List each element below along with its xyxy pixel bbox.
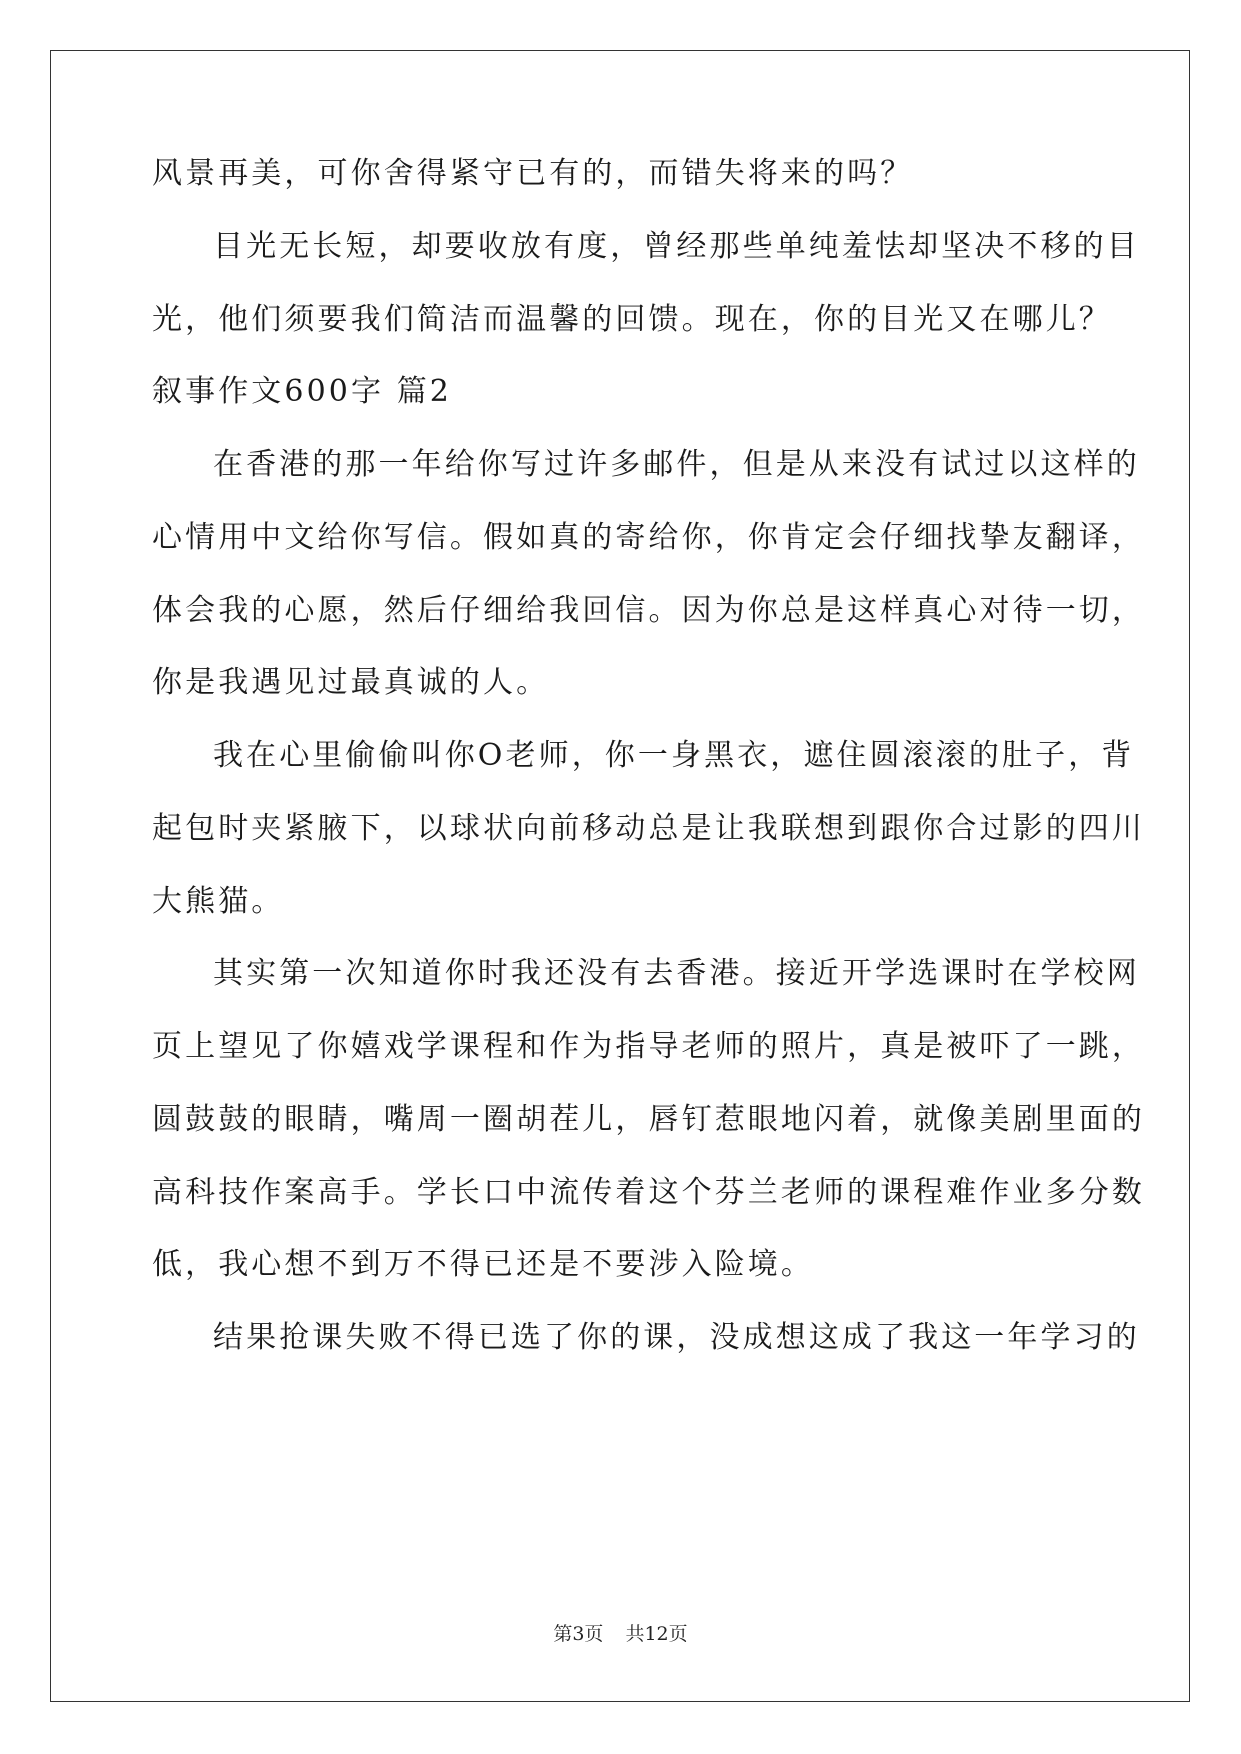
page-footer xyxy=(0,1622,1241,1646)
paragraph-start-line: 目光无长短，却要收放有度，曾经那些单纯羞怯却坚决不移的目 xyxy=(213,229,1140,264)
text-line: 页上望见了你嬉戏学课程和作为指导老师的照片，真是被吓了一跳， xyxy=(152,1029,1145,1064)
text-line: 风景再美，可你舍得紧守已有的，而错失将来的吗？ xyxy=(152,156,914,191)
text-line: 你是我遇见过最真诚的人。 xyxy=(152,665,550,700)
text-line: 大熊猫。 xyxy=(152,884,285,919)
text-line: 心情用中文给你写信。假如真的寄给你，你肯定会仔细找挚友翻译， xyxy=(152,520,1145,555)
text-line: 低，我心想不到万不得已还是不要涉入险境。 xyxy=(152,1247,814,1282)
paragraph-start-line: 其实第一次知道你时我还没有去香港。接近开学选课时在学校网 xyxy=(213,956,1140,991)
text-line: 高科技作案高手。学长口中流传着这个芬兰老师的课程难作业多分数 xyxy=(152,1175,1145,1210)
paragraph-start-line: 结果抢课失败不得已选了你的课，没成想这成了我这一年学习的 xyxy=(213,1320,1140,1355)
paragraph-start-line: 我在心里偷偷叫你O老师，你一身黑衣，遮住圆滚滚的肚子，背 xyxy=(213,738,1135,773)
page-border xyxy=(50,50,1190,1702)
paragraph-start-line: 在香港的那一年给你写过许多邮件，但是从来没有试过以这样的 xyxy=(213,447,1140,482)
page-total: 共12页 xyxy=(625,1623,688,1645)
text-line: 体会我的心愿，然后仔细给我回信。因为你总是这样真心对待一切， xyxy=(152,593,1145,628)
text-line: 圆鼓鼓的眼睛，嘴周一圈胡茬儿，唇钉惹眼地闪着，就像美剧里面的 xyxy=(152,1102,1145,1137)
text-line: 光，他们须要我们简洁而温馨的回馈。现在，你的目光又在哪儿？ xyxy=(152,302,1112,337)
page-number: 第3页 xyxy=(553,1623,604,1645)
section-heading: 叙事作文600字 篇2 xyxy=(152,374,452,409)
text-line: 起包时夹紧腋下，以球状向前移动总是让我联想到跟你合过影的四川 xyxy=(152,811,1145,846)
